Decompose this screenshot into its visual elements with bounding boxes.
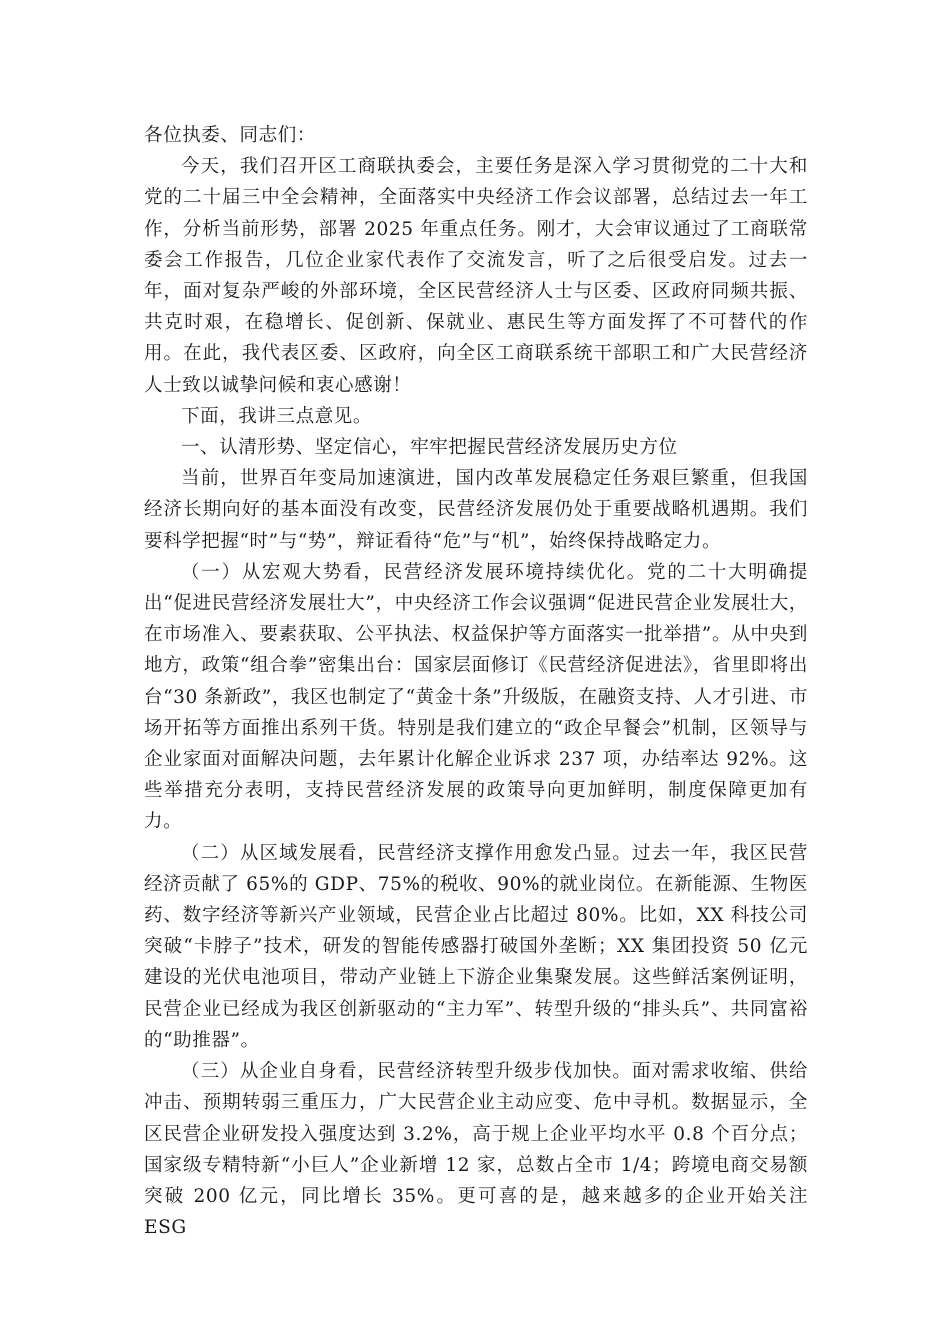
paragraph-point-3: （三）从企业自身看，民营经济转型升级步伐加快。面对需求收缩、供给冲击、预期转弱三重压力，广大民营企业主动应变、危中寻机。数据显示，全区民营企业研发投入强度达到 3.2%，高于规上企业平均水平 0.8 个百分点；国家级专精特新“小巨人”企业新增 12 家，总数占全市 1/4；跨境电商交易额突破 200 亿元，同比增长 35%。更可喜的是，越来越多的企业开始关注 ESG bbox=[144, 1061, 808, 1239]
document-body bbox=[144, 120, 808, 1243]
salutation: 各位执委、同志们： bbox=[144, 125, 316, 146]
section-heading-1: 一、认清形势、坚定信心，牢牢把握民营经济发展历史方位 bbox=[181, 437, 678, 459]
paragraph-situation: 当前，世界百年变局加速演进，国内改革发展稳定任务艰巨繁重，但我国经济长期向好的基本面没有改变，民营经济发展仍处于重要战略机遇期。我们要科学把握“时”与“势”，辩证看待“危”与“机”，始终保持战略定力。 bbox=[144, 468, 808, 552]
paragraph-point-1: （一）从宏观大势看，民营经济发展环境持续优化。党的二十大明确提出“促进民营经济发展壮大”，中央经济工作会议强调“促进民营企业发展壮大，在市场准入、要素获取、公平执法、权益保护等方面落实一批举措”。从中央到地方，政策“组合拳”密集出台：国家层面修订《民营经济促进法》，省里即将出台“30 条新政”，我区也制定了“黄金十条”升级版，在融资支持、人才引进、市场开拓等方面推出系列干货。特别是我们建立的“政企早餐会”机制，区领导与企业家面对面解决问题，去年累计化解企业诉求 237 项，办结率达 92%。这些举措充分表明，支持民营经济发展的政策导向更加鲜明，制度保障更加有力。 bbox=[144, 561, 808, 833]
paragraph-transition: 下面，我讲三点意见。 bbox=[181, 405, 373, 427]
paragraph-opening: 今天，我们召开区工商联执委会，主要任务是深入学习贯彻党的二十大和党的二十届三中全会精神，全面落实中央经济工作会议部署，总结过去一年工作，分析当前形势，部署 2025 年重点任务。刚才，大会审议通过了工商联常委会工作报告，几位企业家代表作了交流发言，听了之后很受启发。过去一年，面对复杂严峻的外部环境，全区民营经济人士与区委、区政府同频共振、共克时艰，在稳增长、促创新、保就业、惠民生等方面发挥了不可替代的作用。在此，我代表区委、区政府，向全区工商联系统干部职工和广大民营经济人士致以诚挚问候和衷心感谢！ bbox=[144, 156, 808, 396]
paragraph-point-2: （二）从区域发展看，民营经济支撑作用愈发凸显。过去一年，我区民营经济贡献了 65%的 GDP、75%的税收、90%的就业岗位。在新能源、生物医药、数字经济等新兴产业领域，民营企业占比超过 80%。比如，XX 科技公司突破“卡脖子”技术，研发的智能传感器打破国外垄断；XX 集团投资 50 亿元建设的光伏电池项目，带动产业链上下游企业集聚发展。这些鲜活案例证明，民营企业已经成为我区创新驱动的“主力军”、转型升级的“排头兵”、共同富裕的“助推器”。 bbox=[144, 842, 808, 1051]
